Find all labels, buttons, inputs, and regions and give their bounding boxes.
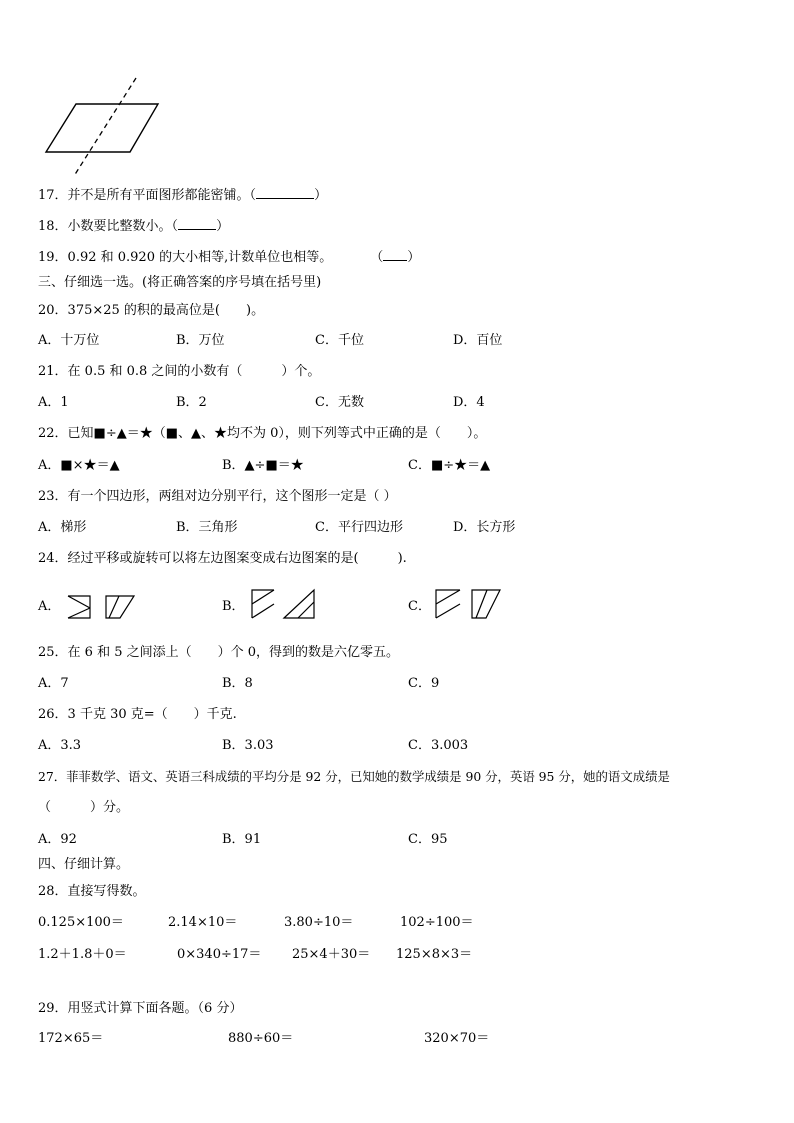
question-27-stem-line2: （ ）分。 <box>38 800 130 815</box>
calc-item: 0.125×100＝ <box>38 915 124 930</box>
question-20-stem: 20．375×25 的积的最高位是( )。 <box>38 303 265 318</box>
question-25-stem: 25．在 6 和 5 之间添上（ ）个 0，得到的数是六亿零五。 <box>38 645 400 660</box>
question-17: 17．并不是所有平面图形都能密铺。（ ） <box>38 188 328 203</box>
q23-option-c[interactable]: C．平行四边形 <box>315 520 403 535</box>
q21-option-a[interactable]: A．1 <box>38 395 69 410</box>
question-21-stem: 21．在 0.5 和 0.8 之间的小数有（ ）个。 <box>38 364 321 379</box>
q23-option-a[interactable]: A．梯形 <box>38 520 87 535</box>
q23-option-b[interactable]: B．三角形 <box>176 520 238 535</box>
q24-option-b-shapes <box>246 586 320 622</box>
calc-item: 3.80÷10＝ <box>284 915 354 930</box>
q24-option-a[interactable]: A． <box>38 599 61 614</box>
vertical-calc-item: 880÷60＝ <box>228 1031 294 1046</box>
section-4-heading: 四、仔细计算。 <box>38 857 130 872</box>
q23-option-d[interactable]: D．长方形 <box>453 520 516 535</box>
question-22-stem: 22．已知■÷▲＝★（■、▲、★均不为 0），则下列等式中正确的是（ ）。 <box>38 426 487 441</box>
question-24-stem: 24．经过平移或旋转可以将左边图案变成右边图案的是( ). <box>38 551 407 566</box>
section-3-heading: 三、仔细选一选。(将正确答案的序号填在括号里) <box>38 275 322 290</box>
q24-option-b[interactable]: B． <box>222 599 245 614</box>
vertical-calc-item: 172×65＝ <box>38 1031 104 1046</box>
answer-blank[interactable] <box>256 187 314 199</box>
q26-option-a[interactable]: A．3.3 <box>38 738 82 753</box>
question-18: 18．小数要比整数小。（ ） <box>38 219 230 234</box>
calc-item: 1.2＋1.8＋0＝ <box>38 947 127 962</box>
question-27-stem-line1: 27．菲菲数学、语文、英语三科成绩的平均分是 92 分，已知她的数学成绩是 90 分，英语 95 分，她的语文成绩是 <box>38 769 670 784</box>
q21-option-c[interactable]: C．无数 <box>315 395 364 410</box>
q22-option-a[interactable]: A．■×★＝▲ <box>38 458 120 473</box>
q27-option-b[interactable]: B．91 <box>222 832 262 847</box>
q25-option-a[interactable]: A．7 <box>38 676 69 691</box>
q26-option-c[interactable]: C．3.003 <box>408 738 469 753</box>
calc-item: 0×340÷17＝ <box>177 947 262 962</box>
q22-option-b[interactable]: B．▲÷■＝★ <box>222 458 304 473</box>
q24-option-c-shapes <box>430 586 504 622</box>
q21-option-d[interactable]: D．4 <box>453 395 485 410</box>
q20-option-d[interactable]: D．百位 <box>453 333 503 348</box>
q20-option-c[interactable]: C．千位 <box>315 333 364 348</box>
q27-option-c[interactable]: C．95 <box>408 832 448 847</box>
q25-option-b[interactable]: B．8 <box>222 676 253 691</box>
answer-blank[interactable] <box>178 218 216 230</box>
question-26-stem: 26．3 千克 30 克=（ ）千克. <box>38 707 237 722</box>
question-19: 19．0.92 和 0.920 的大小相等,计数单位也相等。 （ ） <box>38 250 421 265</box>
q24-option-a-shapes <box>64 590 138 622</box>
question-29-stem: 29．用竖式计算下面各题。（6 分） <box>38 1001 243 1016</box>
q25-option-c[interactable]: C．9 <box>408 676 440 691</box>
question-23-stem: 23．有一个四边形，两组对边分别平行，这个图形一定是（ ） <box>38 489 397 504</box>
q20-option-a[interactable]: A．十万位 <box>38 333 100 348</box>
calc-item: 2.14×10＝ <box>168 915 238 930</box>
calc-item: 125×8×3＝ <box>396 947 473 962</box>
q27-option-a[interactable]: A．92 <box>38 832 77 847</box>
parallelogram-figure <box>40 74 164 178</box>
question-28-stem: 28．直接写得数。 <box>38 884 146 899</box>
q21-option-b[interactable]: B．2 <box>176 395 207 410</box>
calc-item: 25×4＋30＝ <box>292 947 371 962</box>
q22-option-c[interactable]: C．■÷★＝▲ <box>408 458 491 473</box>
vertical-calc-item: 320×70＝ <box>424 1031 490 1046</box>
answer-blank[interactable] <box>383 249 407 261</box>
q26-option-b[interactable]: B．3.03 <box>222 738 274 753</box>
q24-option-c[interactable]: C． <box>408 599 431 614</box>
calc-item: 102÷100＝ <box>400 915 474 930</box>
q20-option-b[interactable]: B．万位 <box>176 333 225 348</box>
